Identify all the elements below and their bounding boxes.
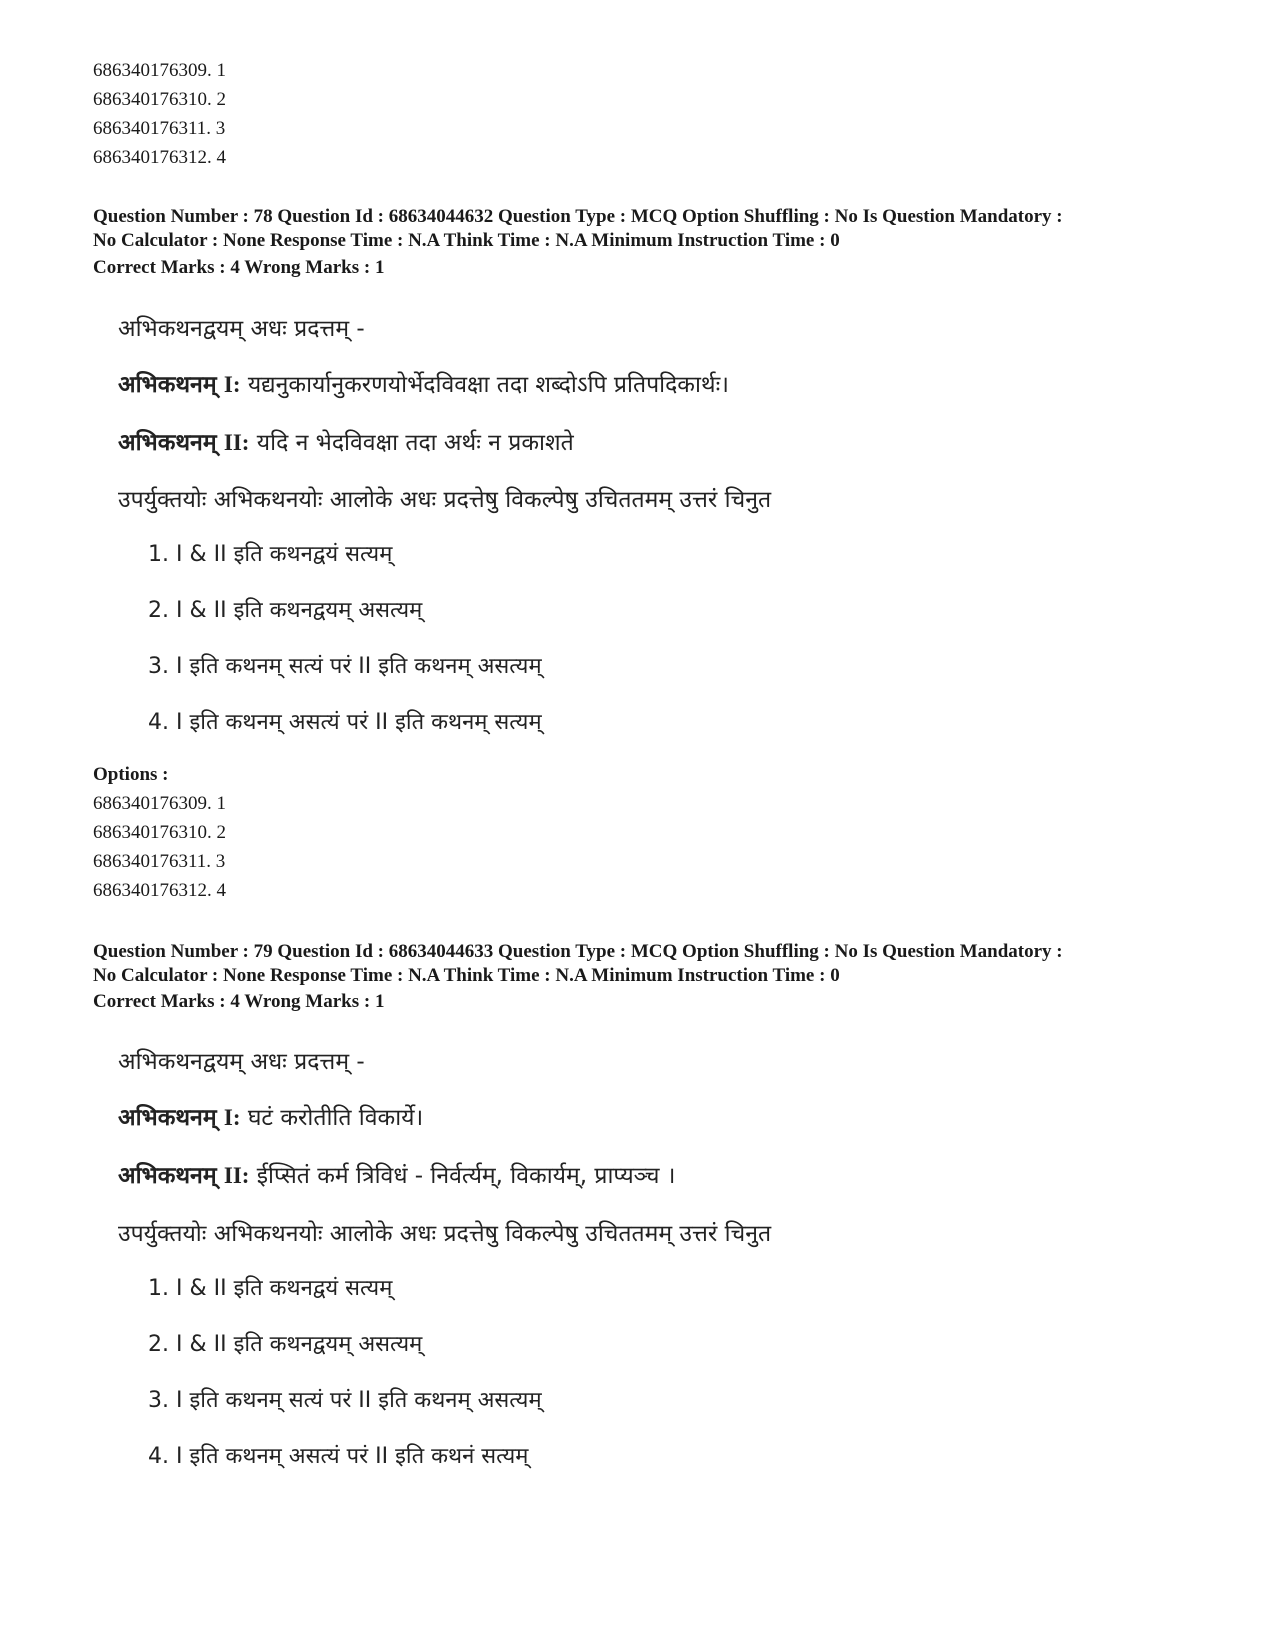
statement-text: ईप्सितं कर्म त्रिविधं - निर्वर्त्यम्, विकार्यम्, प्राप्यञ्च । xyxy=(256,1163,676,1189)
q78-question-prompt: उपर्युक्तयोः अभिकथनयोः आलोके अधः प्रदत्तेषु विकल्पेषु उचिततमम् उत्तरं चिनुत xyxy=(118,487,772,513)
statement-text: यद्यनुकार्यानुकरणयोर्भेदविवक्षा तदा शब्दोऽपि प्रतिपदिकार्थः। xyxy=(247,372,729,398)
statement-numeral: I: xyxy=(223,1105,241,1130)
option-line: 686340176312. 4 xyxy=(93,880,226,901)
statement-numeral: I: xyxy=(223,372,241,397)
q79-question-prompt: उपर्युक्तयोः अभिकथनयोः आलोके अधः प्रदत्तेषु विकल्पेषु उचिततमम् उत्तरं चिनुत xyxy=(118,1221,772,1247)
statement-label: अभिकथनम् xyxy=(118,430,217,456)
q78-statement-2 xyxy=(118,425,574,457)
q79-choice-1: 1. I & II इति कथनद्वयं सत्यम् xyxy=(148,1276,393,1301)
q78-header-line2: No Calculator : None Response Time : N.A Think Time : N.A Minimum Instruction Time : 0 xyxy=(93,230,840,251)
q78-options-label: Options : xyxy=(93,764,169,785)
option-line: 686340176309. 1 xyxy=(93,60,226,81)
q78-choice-2: 2. I & II इति कथनद्वयम् असत्यम् xyxy=(148,598,423,623)
q78-choice-4: 4. I इति कथनम् असत्यं परं II इति कथनम् सत्यम् xyxy=(148,710,542,735)
q79-statement-2 xyxy=(118,1158,676,1190)
statement-text: घटं करोतीति विकार्ये। xyxy=(247,1105,424,1131)
option-line: 686340176309. 1 xyxy=(93,793,226,814)
q79-header xyxy=(93,940,1213,988)
q78-marks: Correct Marks : 4 Wrong Marks : 1 xyxy=(93,257,385,278)
q78-options-list xyxy=(93,789,226,905)
q78-header-line1: Question Number : 78 Question Id : 68634044632 Question Type : MCQ Option Shuffling : No Is Question Mandatory : xyxy=(93,206,1063,227)
option-line: 686340176312. 4 xyxy=(93,147,226,168)
q78-intro: अभिकथनद्वयम् अधः प्रदत्तम् - xyxy=(118,316,365,342)
previous-options-list xyxy=(93,56,226,172)
q79-marks: Correct Marks : 4 Wrong Marks : 1 xyxy=(93,991,385,1012)
statement-text: यदि न भेदविवक्षा तदा अर्थः न प्रकाशते xyxy=(256,430,574,456)
q79-statement-1 xyxy=(118,1100,423,1132)
option-line: 686340176311. 3 xyxy=(93,851,226,872)
q79-choice-2: 2. I & II इति कथनद्वयम् असत्यम् xyxy=(148,1332,423,1357)
q79-choice-3: 3. I इति कथनम् सत्यं परं II इति कथनम् असत्यम् xyxy=(148,1388,542,1413)
q78-choice-1: 1. I & II इति कथनद्वयं सत्यम् xyxy=(148,542,393,567)
statement-label: अभिकथनम् xyxy=(118,1105,217,1131)
option-line: 686340176310. 2 xyxy=(93,822,226,843)
q79-choice-4: 4. I इति कथनम् असत्यं परं II इति कथनं सत्यम् xyxy=(148,1444,529,1469)
statement-label: अभिकथनम् xyxy=(118,1163,217,1189)
option-line: 686340176311. 3 xyxy=(93,118,226,139)
q79-intro: अभिकथनद्वयम् अधः प्रदत्तम् - xyxy=(118,1049,365,1075)
statement-numeral: II: xyxy=(223,1163,250,1188)
statement-label: अभिकथनम् xyxy=(118,372,217,398)
q78-choice-3: 3. I इति कथनम् सत्यं परं II इति कथनम् असत्यम् xyxy=(148,654,542,679)
statement-numeral: II: xyxy=(223,430,250,455)
q79-header-line2: No Calculator : None Response Time : N.A Think Time : N.A Minimum Instruction Time : 0 xyxy=(93,965,840,986)
q79-header-line1: Question Number : 79 Question Id : 68634044633 Question Type : MCQ Option Shuffling : No Is Question Mandatory : xyxy=(93,941,1063,962)
q78-header xyxy=(93,205,1213,253)
option-line: 686340176310. 2 xyxy=(93,89,226,110)
q78-statement-1 xyxy=(118,367,729,399)
